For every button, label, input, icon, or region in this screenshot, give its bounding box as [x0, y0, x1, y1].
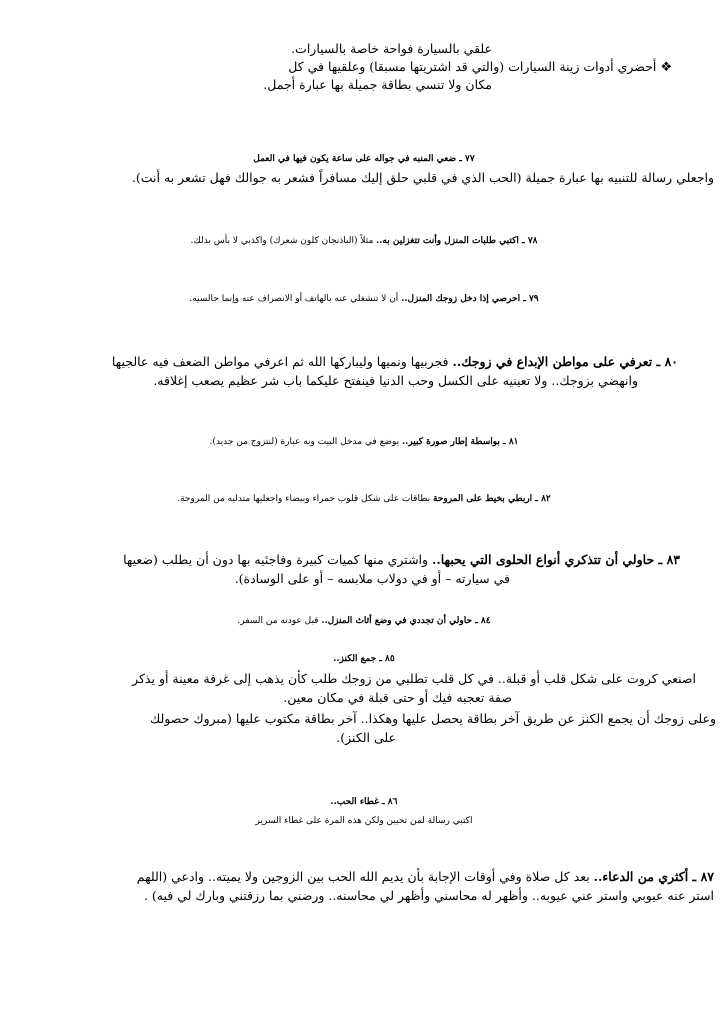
item-87-line-1: ٨٧ ـ أكثري من الدعاء.. بعد كل صلاة وفي أوقات الإجابة بأن يديم الله الحب بين الزوجين ولا يميته.. وادعي (اللهم	[136, 869, 714, 884]
item-85-line-4: على الكنز).	[336, 730, 396, 745]
item-85-line-2: صفة تعجبه فيك أو حتى قبلة في مكان معين.	[283, 690, 512, 705]
intro-line-3: مكان ولا تنسي بطاقة جميلة بها عبارة أجمل.	[263, 77, 492, 92]
item-83-line-1: ٨٣ ـ حاولي أن تتذكري أنواع الحلوى التي يحبها.. واشتري منها كميات كبيرة وفاجئيه بها دون أن يطلب (ضعيها	[123, 552, 680, 567]
item-85-line-3: وعلى زوجك أن يجمع الكنز عن طريق آخر بطاقة يحصل عليها وهكذا.. آخر بطاقة مكتوب عليها (مبروك حصولك	[149, 711, 716, 726]
item-77-text: واجعلي رسالة للتنبيه بها عبارة جميلة (الحب الذي في قلبي حلق إليك مسافراً فشعر به جوالك فهل تشعر به أنت).	[131, 170, 714, 185]
item-81: ٨١ ـ بواسطة إطار صورة كبير.. يوضع في مدخل البيت وبه عبارة (لنتزوج من جديد).	[209, 437, 519, 447]
item-82: ٨٢ ـ اربطي بخيط على المروحة بطاقات على شكل قلوب حمراء وبيضاء واجعليها متدليه من المروحة.	[177, 494, 551, 504]
item-78: ٧٨ ـ اكتبي طلبات المنزل وأنت تتغزلين به.. مثلاً (الباذنجان كلون شعرك) واكذبي لا بأس بذلك.	[190, 236, 538, 246]
intro-line-2: ❖أحضري أدوات زينة السيارات (والتي قد اشتريتها مسبقا) وعلقيها في كل	[288, 59, 672, 75]
item-86-text: اكتبي رسالة لمن تحبين ولكن هذه المرة على غطاء السرير	[255, 816, 473, 826]
diamond-bullet-icon: ❖	[660, 60, 672, 75]
intro-line-1: علقي بالسيارة فواحة خاصة بالسيارات.	[291, 41, 492, 56]
item-83-line-2: في سيارته – أو في دولاب ملابسه – أو على الوسادة).	[234, 571, 510, 586]
item-84: ٨٤ ـ حاولي أن تجددي في وضع أثاث المنزل.. قبل عودته من السفر.	[237, 616, 491, 626]
item-80-line-2: وانهضي بزوجك.. ولا تعينيه على الكسل وحب الدنيا فينفتح عليكما باب شر عظيم يصعب إغلاقه.	[153, 373, 638, 388]
item-77-title: ٧٧ ـ ضعي المنبه في جواله على ساعة يكون فيها في العمل	[253, 154, 475, 164]
item-80-line-1: ٨٠ ـ تعرفي على مواطن الإبداع في زوجك.. فجربيها ونميها وليباركها الله ثم اعرفي مواطن الضعف فيه عالجيها	[111, 354, 678, 369]
item-87-line-2: استر عنه عيوبي واستر عني عيوبه.. وأظهر له محاسني وأظهر لي محاسنه.. ورضني بما رزقتني وبارك لي فيه) .	[143, 888, 714, 903]
item-79: ٧٩ ـ احرصي إذا دخل زوجك المنزل.. أن لا تنشغلي عنه بالهاتف أو الانصراف عنه وإنما جالسيه.	[189, 294, 539, 304]
item-85-title: ٨٥ ـ جمع الكنز..	[333, 654, 395, 664]
item-85-line-1: اصنعي كروت على شكل قلب أو قبلة.. في كل قلب تطلبي من زوجك طلب كأن يذهب إلى غرفة معينة أو يذكر	[132, 671, 696, 686]
item-86-title: ٨٦ ـ غطاء الحب..	[330, 797, 398, 807]
